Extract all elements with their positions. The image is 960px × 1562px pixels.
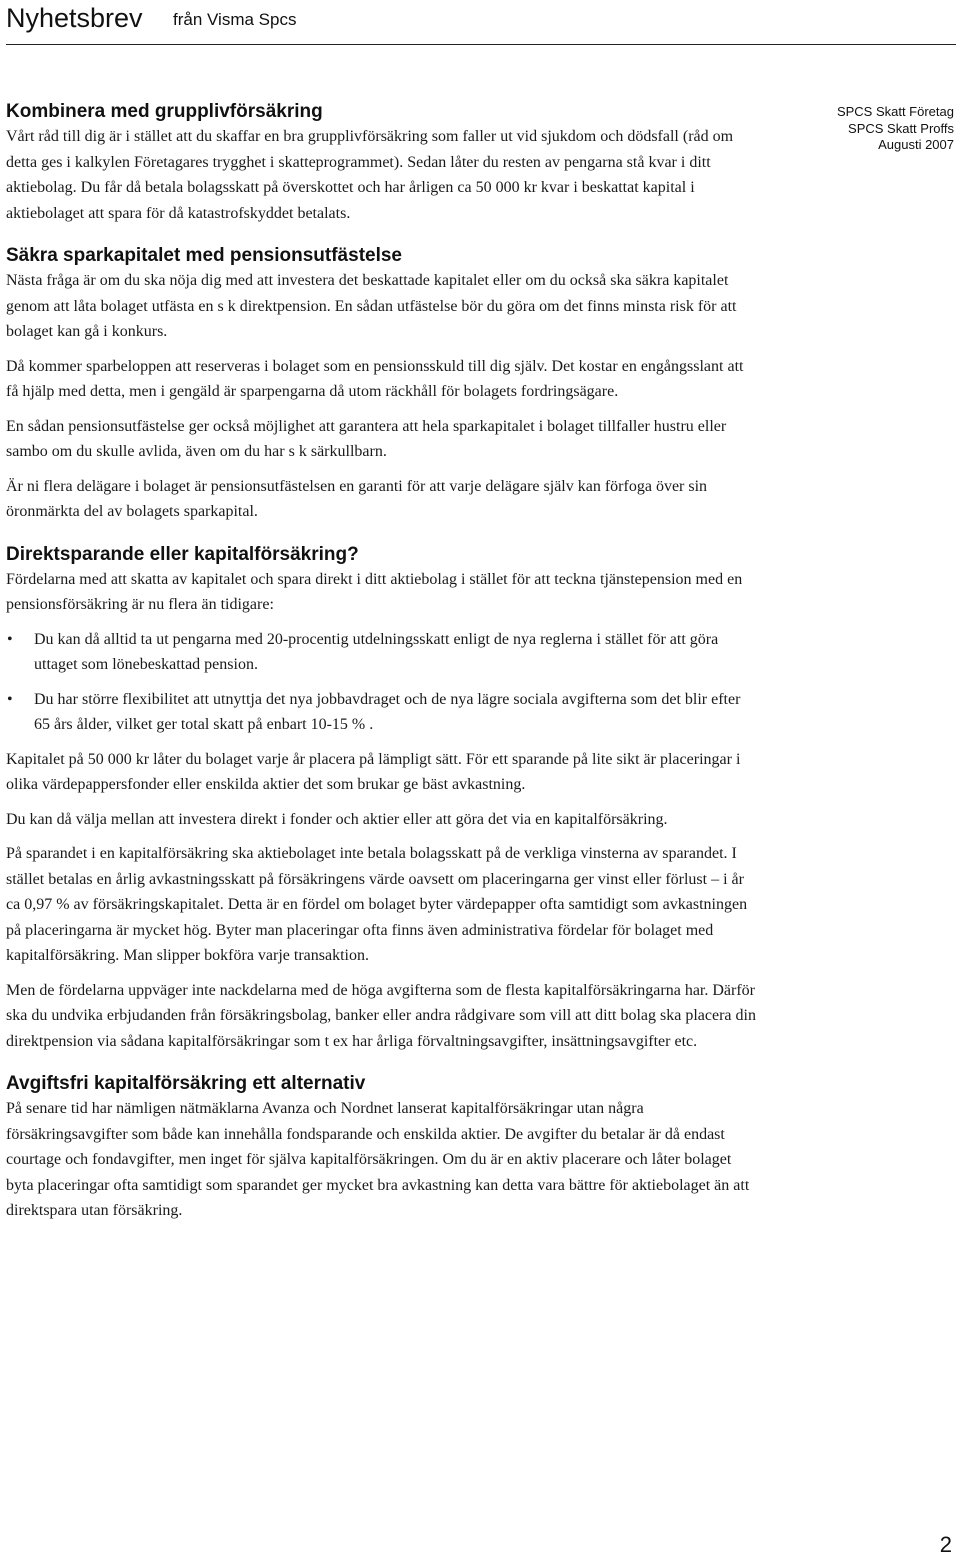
issue-date: Augusti 2007 [878, 137, 954, 152]
paragraph: Fördelarna med att skatta av kapitalet och spara direkt i ditt aktiebolag i stället för att teckna tjänstepension med en pensionsförsäkring är nu flera än tidigare: [6, 570, 743, 613]
newsletter-subtitle: från Visma Spcs [173, 10, 297, 29]
bullet-item: • Du kan då alltid ta ut pengarna med 20-procentig utdelningsskatt enligt de nya reglerna i stället för att göra uttaget som lönebeskattad pension. [6, 627, 758, 678]
bullet-list [6, 627, 758, 678]
masthead [6, 0, 956, 45]
bullet-item: • Du har större flexibilitet att utnyttja det nya jobbavdraget och de nya lägre sociala avgifterna som det blir efter 65 års ålder, vilket ger total skatt på enbart 10-15 % . [6, 687, 758, 738]
paragraph: På senare tid har nämligen nätmäklarna Avanza och Nordnet lanserat kapitalförsäkringar utan några försäkringsavgifter som både kan innehålla fondsparande och enskilda aktier. De avgifter du betalar är då endast courtage och fondavgifter, men inget för själva kapitalförsäkringen. Om du är en aktiv placerare och låter bolaget byta placeringar ofta samtidigt som sparandet ger mycket bra avkastning kan detta vara bättre för aktiebolaget än att direktspara utan försäkring. [6, 1100, 750, 1219]
paragraph: Du kan då välja mellan att investera direkt i fonder och aktier eller att göra det via en kapitalförsäkring. [6, 810, 668, 828]
section-heading: Avgiftsfri kapitalförsäkring ett alternativ [6, 1073, 366, 1094]
product-line-1: SPCS Skatt Företag [836, 104, 954, 119]
paragraph: En sådan pensionsutfästelse ger också möjlighet att garantera att hela sparkapitalet i bolaget tillfaller hustru eller sambo om du skulle avlida, även om du har s k särkullbarn. [6, 417, 727, 460]
section-heading: Säkra sparkapitalet med pensionsutfästelse [6, 245, 402, 266]
paragraph: Kapitalet på 50 000 kr låter du bolaget varje år placera på lämpligt sätt. För ett sparande på lite sikt är placeringar i olika värdepappersfonder eller enskilda aktier det som brukar ge bäst avkastning. [6, 750, 741, 793]
bullet-list [6, 687, 758, 738]
product-info [754, 104, 954, 154]
section-heading: Direktsparande eller kapitalförsäkring? [6, 543, 359, 565]
paragraph: Då kommer sparbeloppen att reserveras i bolaget som en pensionsskuld till dig själv. Det kostar en engångsslant att få hjälp med detta, men i gengäld är sparpengarna då utom räckhåll för bolagets fordringsägare. [6, 357, 744, 400]
paragraph: Nästa fråga är om du ska nöja dig med att investera det beskattade kapitalet eller om du också ska säkra kapitalet genom att låta bolaget utfästa en s k direktpension. En sådan utfästelse bör du göra om det finns minsta risk för att bolaget kan gå i konkurs. [6, 272, 737, 340]
article-body [6, 100, 758, 1224]
product-line-2: SPCS Skatt Proffs [848, 120, 954, 136]
paragraph: Är ni flera delägare i bolaget är pensionsutfästelsen en garanti för att varje delägare själv kan förfoga över sin öronmärkta del av bolagets sparkapital. [6, 477, 708, 520]
paragraph: Vårt råd till dig är i stället att du skaffar en bra grupplivförsäkring som faller ut vid sjukdom och dödsfall (råd om detta ges i kalkylen Företagares trygghet i skatteprogrammet). Sedan låter du resten av pengarna stå kvar i ditt aktiebolag. Du får då betala bolagsskatt på överskottet och har årligen ca 50 000 kr kvar i beskattat kapital i aktiebolaget att spara för då katastrofskyddet betalats. [6, 128, 734, 222]
paragraph: Men de fördelarna uppväger inte nackdelarna med de höga avgifterna som de flesta kapitalförsäkringarna har. Därför ska du undvika erbjudanden från försäkringsbolag, banker eller andra rådgivare som vill att ditt bolag ska placera din direktpension via sådana kapitalförsäkringar som t ex har årliga förvaltningsavgifter, insättningsavgifter etc. [6, 981, 756, 1050]
paragraph: På sparandet i en kapitalförsäkring ska aktiebolaget inte betala bolagsskatt på de verkliga vinsterna av sparandet. I stället betalas en årlig avkastningsskatt på försäkringens värde oavsett om placeringarna ger vinst eller förlust – i år ca 0,97 % av försäkringskapitalet. Detta är en fördel om bolaget byter värdepapper ofta samtidigt som avkastningen på placeringarna är mycket hög. Byter man placeringar ofta finns även administrativa fördelar för bolaget med kapitalförsäkring. Man slipper bokföra varje transaktion. [6, 845, 748, 964]
section-heading: Kombinera med grupplivförsäkring [6, 101, 323, 122]
page-number: 2 [939, 1532, 952, 1557]
newsletter-title: Nyhetsbrev [6, 3, 143, 33]
